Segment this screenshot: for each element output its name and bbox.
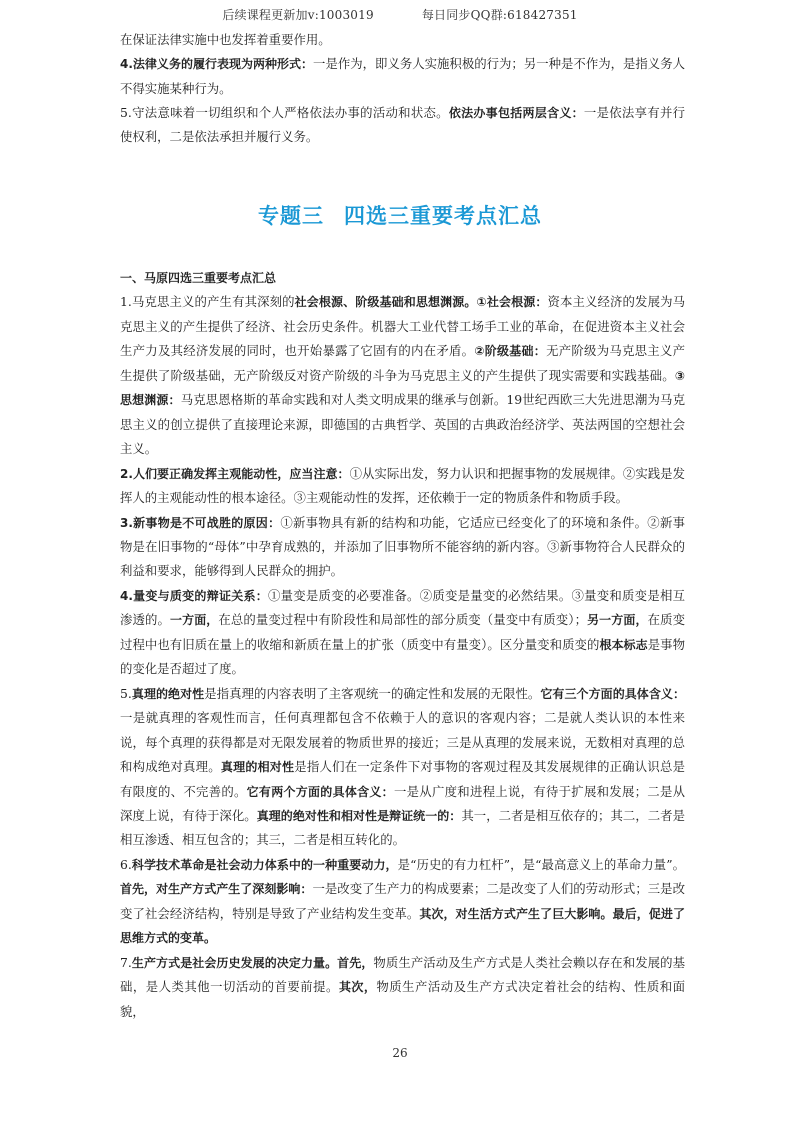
header-qq-group: 每日同步QQ群:618427351: [421, 8, 578, 22]
topic-title: [0, 200, 800, 230]
header-course-contact: 后续课程更新加v:1003019: [222, 8, 374, 22]
item-7: 7.生产方式是社会历史发展的决定力量。首先，物质生产活动及生产方式是人类社会赖以存在和发展的基础，是人类其他一切活动的首要前提。其次，物质生产活动及生产方式决定着社会的结构、性质和面貌，: [120, 954, 685, 1019]
section-heading: 一、马原四选三重要考点汇总: [120, 271, 277, 285]
paragraph-4: 4.法律义务的履行表现为两种形式：一是作为，即义务人实施积极的行为；另一种是不作为，是指义务人不得实施某种行为。: [120, 56, 685, 96]
topic-title-number: 专题三: [258, 204, 324, 228]
item-3: 3.新事物是不可战胜的原因：①新事物具有新的结构和功能，它适应已经变化了的环境和条件。②新事物是在旧事物的“母体”中孕育成熟的，并添加了旧事物所不能容纳的新内容。③新事物符合人民群众的利益和要求，能够得到人民群众的拥护。: [120, 514, 686, 579]
paragraph-5: 5.守法意味着一切组织和个人严格依法办事的活动和状态。依法办事包括两层含义：一是依法享有并行使权利，二是依法承担并履行义务。: [120, 104, 685, 145]
paragraph-continued: 在保证法律实施中也发挥着重要作用。: [120, 32, 331, 47]
item-1: 1.马克思主义的产生有其深刻的社会根源、阶级基础和思想渊源。①社会根源：资本主义经济的发展为马克思主义的产生提供了经济、社会历史条件。机器大工业代替工场手工业的革命，在促进资本主义社会生产力及其经济发展的同时，也开始暴露了它固有的内在矛盾。②阶级基础：无产阶级为马克思主义产生提供了阶级基础，无产阶级反对资产阶级的斗争为马克思主义的产生提供了现实需要和实践基础。③思想渊源：马克思恩格斯的革命实践和对人类文明成果的继承与创新。19世纪西欧三大先进思潮为马克思主义的创立提供了直接理论来源，即德国的古典哲学、英国的古典政治经济学、英法两国的空想社会主义。: [120, 294, 686, 457]
item-5: 5.真理的绝对性是指真理的内容表明了主客观统一的确定性和发展的无限性。它有三个方面的具体含义：一是就真理的客观性而言，任何真理都包含不依赖于人的意识的客观内容；二是就人类认识的本性来说，每个真理的获得都是对无限发展着的物质世界的接近；三是从真理的发展来说，无数相对真理的总和构成绝对真理。真理的相对性是指人们在一定条件下对事物的客观过程及其发展规律的正确认识总是有限度的、不完善的。它有两个方面的具体含义：一是从广度和进程上说，有待于扩展和发展；二是从深度上说，有待于深化。真理的绝对性和相对性是辩证统一的：其一，二者是相互依存的；其二，二者是相互渗透、相互包含的；其三，二者是相互转化的。: [120, 685, 686, 848]
topic-title-text: 四选三重要考点汇总: [344, 204, 542, 228]
item-4: 4.量变与质变的辩证关系：①量变是质变的必要准备。②质变是量变的必然结果。③量变和质变是相互渗透的。一方面，在总的量变过程中有阶段性和局部性的部分质变（量变中有质变）；另一方面，在质变过程中也有旧质在量上的收缩和新质在量上的扩张（质变中有量变）。区分量变和质变的根本标志是事物的变化是否超过了度。: [120, 587, 685, 677]
section-block: [120, 266, 685, 1024]
top-text-block: [120, 28, 685, 149]
page-number: 26: [392, 1046, 408, 1060]
page-header: [0, 6, 800, 23]
item-6: 6.科学技术革命是社会动力体系中的一种重要动力，是“历史的有力杠杆”，是“最高意义上的革命力量”。首先，对生产方式产生了深刻影响：一是改变了生产力的构成要素；二是改变了人们的劳动形式；三是改变了社会经济结构，特别是导致了产业结构发生变革。其次，对生活方式产生了巨大影响。最后，促进了思维方式的变革。: [120, 856, 685, 946]
item-2: 2.人们要正确发挥主观能动性，应当注意：①从实际出发，努力认识和把握事物的发展规律。②实践是发挥人的主观能动性的根本途径。③主观能动性的发挥，还依赖于一定的物质条件和物质手段。: [120, 465, 685, 506]
